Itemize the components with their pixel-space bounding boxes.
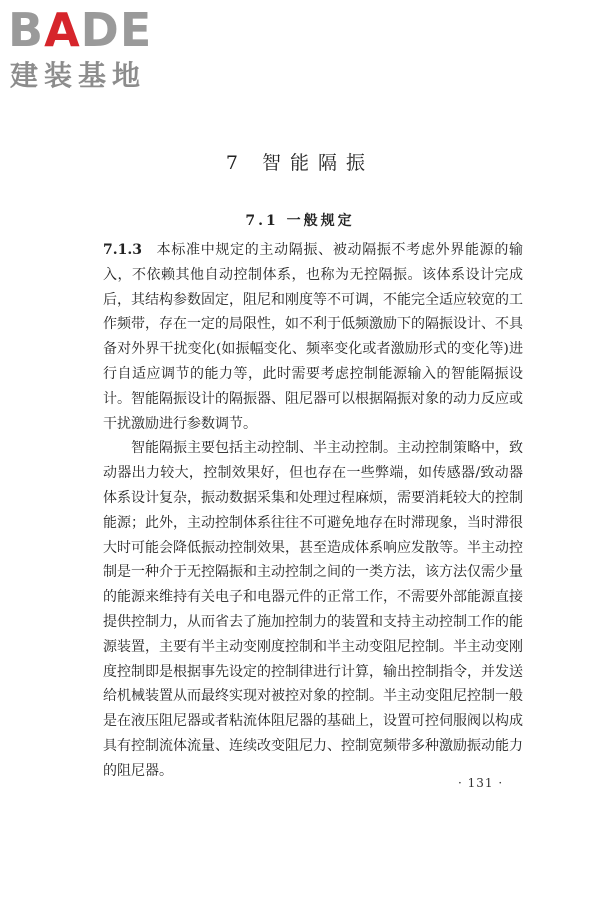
paragraph-1-text: 本标准中规定的主动隔振、被动隔振不考虑外界能源的输入，不依赖其他自动控制体系，也称为无控隔振。该体系设计完成后，其结构参数固定，阻尼和刚度等不可调，不能完全适应较宽的工作频带，存在一定的局限性，如不利于低频激励下的隔振设计、不具备对外界干扰变化(如振幅变化、频率变化或者激励形式的变化等)进行自适应调节的能力等，此时需要考虑控制能源输入的智能隔振设计。智能隔振设计的隔振器、阻尼器可以根据隔振对象的动力反应或干扰激励进行参数调节。: [103, 242, 523, 432]
body-text: [103, 238, 523, 784]
page-number: · 131 ·: [458, 776, 504, 790]
chapter-title: 7 智能隔振: [225, 152, 375, 174]
section-title: 7.1 一般规定: [245, 213, 355, 229]
logo-wordmark: BADE: [8, 3, 153, 57]
paragraph-2: 智能隔振主要包括主动控制、半主动控制。主动控制策略中，致动器出力较大，控制效果好，但也存在一些弊端，如传感器/致动器体系设计复杂，振动数据采集和处理过程麻烦，需要消耗较大的控制能源；此外，主动控制体系往往不可避免地存在时滞现象，当时滞很大时可能会降低振动控制效果，甚至造成体系响应发散等。半主动控制是一种介于无控隔振和主动控制之间的一类方法，该方法仅需少量的能源来维持有关电子和电器元件的正常工作，不需要外部能源直接提供控制力，从而省去了施加控制力的装置和支持主动控制工作的能源装置，主要有半主动变刚度控制和半主动变阻尼控制。半主动变刚度控制即是根据事先设定的控制律进行计算，输出控制指令，并发送给机械装置从而最终实现对被控对象的控制。半主动变阻尼控制一般是在液压阻尼器或者粘流体阻尼器的基础上，设置可控伺服阀以构成具有控制流体流量、连续改变阻尼力、控制宽频带多种激励振动能力的阻尼器。: [103, 440, 523, 779]
logo-chinese-text: 建装基地: [10, 59, 147, 92]
paragraph-1: [103, 238, 523, 436]
publisher-logo: [8, 4, 178, 94]
clause-number: 7.1.3: [103, 242, 142, 258]
